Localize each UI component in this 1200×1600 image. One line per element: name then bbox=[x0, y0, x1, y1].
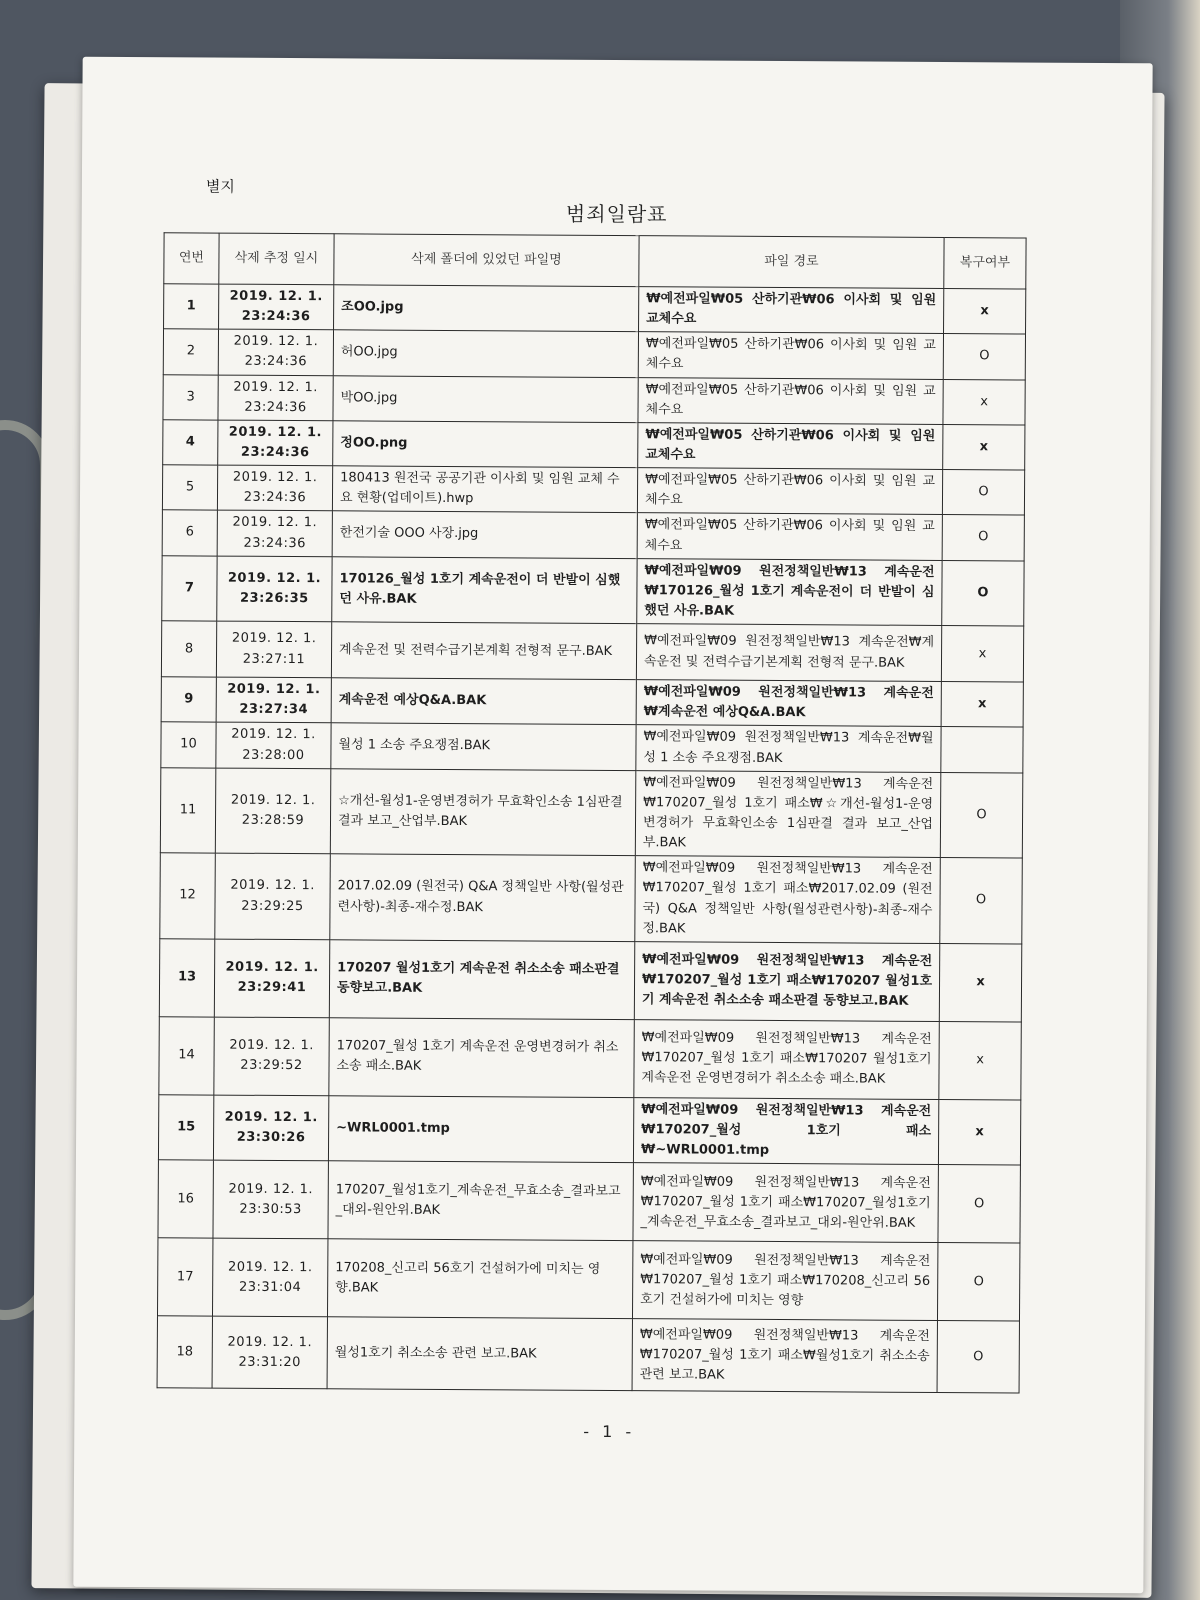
row-file-name: ☆개선-월성1-운영변경허가 무효확인소송 1심판결 결과 보고_산업부.BAK bbox=[330, 768, 636, 855]
header-num: 연번 bbox=[164, 233, 219, 284]
row-file-name: 170208_신고리 56호기 건설허가에 미치는 영향.BAK bbox=[327, 1239, 632, 1319]
row-file-name: 170207 월성1호기 계속운전 취소소송 패소판결 동향보고.BAK bbox=[329, 940, 634, 1020]
table-row bbox=[157, 1238, 1019, 1321]
row-number: 12 bbox=[160, 853, 216, 939]
row-deleted-date: 2019. 12. 1. 23:24:36 bbox=[217, 510, 332, 556]
row-number: 13 bbox=[159, 939, 214, 1017]
row-recovered: O bbox=[940, 858, 1023, 944]
header-recovered: 복구여부 bbox=[944, 238, 1026, 289]
row-file-path: ₩예전파일₩09 원전정책일반₩13 계속운전₩170207_월성 1호기 패소₩☆개선-월성1-운영변경허가 무효확인소송 1심판결 결과 보고_산업부.BAK bbox=[635, 770, 941, 857]
row-deleted-date: 2019. 12. 1. 23:24:36 bbox=[218, 375, 333, 421]
row-file-path: ₩예전파일₩09 원전정책일반₩13 계속운전₩170207_월성 1호기 패소₩170208_신고리 56호기 건설허가에 미치는 영향 bbox=[632, 1241, 937, 1321]
row-file-name: 170207_월성 1호기 계속운전 운영변경허가 취소소송 패소.BAK bbox=[329, 1018, 634, 1098]
row-recovered: x bbox=[941, 682, 1023, 728]
document-page bbox=[73, 57, 1152, 1594]
table-row bbox=[161, 677, 1023, 728]
row-file-name: 월성 1 소송 주요쟁점.BAK bbox=[331, 723, 636, 770]
row-number: 4 bbox=[163, 420, 218, 466]
row-recovered: O bbox=[943, 334, 1025, 380]
row-number: 5 bbox=[162, 465, 217, 511]
row-file-path: ₩예전파일₩09 원전정책일반₩13 계속운전₩월성 1 소송 주요쟁점.BAK bbox=[636, 725, 941, 772]
table-row bbox=[163, 329, 1025, 380]
row-number: 3 bbox=[163, 374, 218, 420]
table-row bbox=[160, 853, 1023, 944]
document-title: 범죄일람표 bbox=[565, 201, 668, 227]
row-number: 9 bbox=[161, 677, 216, 723]
row-deleted-date: 2019. 12. 1. 23:30:26 bbox=[213, 1095, 328, 1161]
row-file-name: ~WRL0001.tmp bbox=[328, 1096, 633, 1163]
row-number: 17 bbox=[157, 1238, 212, 1316]
crime-list-table bbox=[157, 232, 1027, 1393]
row-deleted-date: 2019. 12. 1. 23:24:36 bbox=[217, 465, 332, 511]
row-recovered: x bbox=[943, 424, 1025, 470]
row-deleted-date: 2019. 12. 1. 23:29:41 bbox=[214, 939, 329, 1018]
row-recovered: x bbox=[939, 1021, 1021, 1099]
row-number: 18 bbox=[157, 1316, 212, 1388]
row-file-path: ₩예전파일₩09 원전정책일반₩13 계속운전₩계속운전 예상Q&A.BAK bbox=[636, 680, 941, 727]
row-deleted-date: 2019. 12. 1. 23:24:36 bbox=[218, 420, 333, 466]
row-deleted-date: 2019. 12. 1. 23:27:11 bbox=[216, 621, 331, 678]
row-file-name: 180413 원전국 공공기관 이사회 및 임원 교체 수요 현황(업데이트).hwp bbox=[332, 466, 637, 513]
row-file-name: 2017.02.09 (원전국) Q&A 정책일반 사항(월성관련사항)-최종-재수정.BAK bbox=[330, 854, 636, 941]
row-deleted-date: 2019. 12. 1. 23:31:04 bbox=[212, 1238, 327, 1317]
row-number: 10 bbox=[161, 722, 216, 768]
row-deleted-date: 2019. 12. 1. 23:24:36 bbox=[219, 284, 334, 330]
table-row bbox=[162, 555, 1024, 626]
row-file-name: 월성1호기 취소소송 관련 보고.BAK bbox=[327, 1317, 632, 1391]
row-file-path: ₩예전파일₩05 산하기관₩06 이사회 및 임원 교체수요 bbox=[638, 422, 943, 469]
row-file-name: 계속운전 예상Q&A.BAK bbox=[331, 678, 636, 725]
row-file-name: 170126_월성 1호기 계속운전이 더 반발이 심했던 사유.BAK bbox=[332, 556, 637, 623]
row-file-path: ₩예전파일₩09 원전정책일반₩13 계속운전₩170207_월성 1호기 패소₩2017.02.09 (원전국) Q&A 정책일반 사항(월성관련사항)-최종-재수정.BAK bbox=[635, 856, 941, 943]
row-deleted-date: 2019. 12. 1. 23:26:35 bbox=[217, 556, 332, 622]
header-path: 파일 경로 bbox=[639, 236, 944, 289]
row-file-path: ₩예전파일₩05 산하기관₩06 이사회 및 임원 교체수요 bbox=[637, 513, 942, 560]
header-name: 삭제 폴더에 있었던 파일명 bbox=[334, 234, 639, 287]
row-recovered: O bbox=[942, 560, 1024, 626]
row-recovered: O bbox=[942, 515, 1024, 561]
row-file-name: 정OO.png bbox=[333, 421, 638, 468]
table-row bbox=[159, 1017, 1021, 1100]
row-file-path: ₩예전파일₩05 산하기관₩06 이사회 및 임원 교체수요 bbox=[637, 468, 942, 515]
row-file-name: 조OO.jpg bbox=[334, 285, 639, 332]
row-number: 14 bbox=[159, 1017, 214, 1095]
row-recovered: O bbox=[938, 1165, 1020, 1243]
row-recovered: x bbox=[941, 626, 1023, 682]
row-file-path: ₩예전파일₩05 산하기관₩06 이사회 및 임원 교체수요 bbox=[638, 332, 943, 379]
table-row bbox=[161, 621, 1023, 682]
table-row bbox=[159, 939, 1021, 1022]
row-file-name: 계속운전 및 전력수급기본계획 전형적 문구.BAK bbox=[331, 622, 636, 680]
row-number: 1 bbox=[164, 284, 219, 330]
row-recovered: O bbox=[942, 470, 1024, 516]
side-label: 별지 bbox=[205, 177, 235, 196]
row-deleted-date: 2019. 12. 1. 23:30:53 bbox=[213, 1160, 328, 1239]
row-file-name: 박OO.jpg bbox=[333, 375, 638, 422]
row-recovered: x bbox=[938, 1099, 1020, 1165]
row-number: 16 bbox=[158, 1160, 213, 1238]
table-header-row bbox=[164, 233, 1026, 289]
table-row bbox=[161, 722, 1023, 773]
row-file-path: ₩예전파일₩09 원전정책일반₩13 계속운전₩170207_월성 1호기 패소₩170207 월성1호기 계속운전 운영변경허가 취소소송 패소.BAK bbox=[634, 1019, 939, 1099]
row-file-path: ₩예전파일₩09 원전정책일반₩13 계속운전₩170207_월성 1호기 패소₩월성1호기 취소소송 관련 보고.BAK bbox=[632, 1319, 937, 1393]
table-row bbox=[158, 1160, 1020, 1243]
row-recovered: O bbox=[940, 772, 1023, 858]
row-file-path: ₩예전파일₩09 원전정책일반₩13 계속운전₩170207_월성 1호기 패소₩~WRL0001.tmp bbox=[633, 1097, 938, 1164]
row-recovered: x bbox=[939, 943, 1021, 1021]
row-deleted-date: 2019. 12. 1. 23:31:20 bbox=[212, 1316, 327, 1389]
row-deleted-date: 2019. 12. 1. 23:27:34 bbox=[216, 677, 331, 723]
row-deleted-date: 2019. 12. 1. 23:24:36 bbox=[218, 329, 333, 375]
row-recovered: O bbox=[937, 1243, 1019, 1321]
row-file-path: ₩예전파일₩05 산하기관₩06 이사회 및 임원 교체수요 bbox=[638, 377, 943, 424]
table-row bbox=[163, 420, 1025, 471]
row-deleted-date: 2019. 12. 1. 23:29:25 bbox=[215, 853, 331, 939]
table-body bbox=[157, 284, 1026, 1393]
table-row bbox=[157, 1316, 1019, 1393]
row-file-path: ₩예전파일₩09 원전정책일반₩13 계속운전₩계속운전 및 전력수급기본계획 전형적 문구.BAK bbox=[636, 624, 941, 682]
row-recovered: O bbox=[937, 1321, 1019, 1393]
row-file-path: ₩예전파일₩09 원전정책일반₩13 계속운전₩170207_월성 1호기 패소₩170207 월성1호기 계속운전 취소소송 패소판결 동향보고.BAK bbox=[634, 941, 939, 1021]
row-number: 2 bbox=[163, 329, 218, 375]
row-file-name: 한전기술 OOO 사장.jpg bbox=[332, 511, 637, 558]
row-number: 7 bbox=[162, 555, 217, 621]
table-row bbox=[163, 374, 1025, 425]
row-number: 6 bbox=[162, 510, 217, 556]
row-number: 11 bbox=[160, 767, 216, 853]
row-recovered: x bbox=[944, 289, 1026, 335]
row-number: 8 bbox=[161, 621, 216, 677]
page-number: - 1 - bbox=[583, 1421, 636, 1442]
row-number: 15 bbox=[158, 1095, 213, 1161]
row-deleted-date: 2019. 12. 1. 23:28:00 bbox=[216, 722, 331, 768]
row-file-path: ₩예전파일₩09 원전정책일반₩13 계속운전₩170207_월성 1호기 패소₩170207_월성1호기_계속운전_무효소송_결과보고_대외-원안위.BAK bbox=[633, 1163, 938, 1243]
row-file-path: ₩예전파일₩05 산하기관₩06 이사회 및 임원 교체수요 bbox=[639, 287, 944, 334]
row-file-name: 170207_월성1호기_계속운전_무효소송_결과보고_대외-원안위.BAK bbox=[328, 1161, 633, 1241]
table-row bbox=[164, 284, 1026, 335]
table-row bbox=[158, 1095, 1020, 1166]
table-row bbox=[162, 510, 1024, 561]
row-file-name: 허OO.jpg bbox=[333, 330, 638, 377]
row-deleted-date: 2019. 12. 1. 23:29:52 bbox=[214, 1017, 329, 1096]
row-file-path: ₩예전파일₩09 원전정책일반₩13 계속운전₩170126_월성 1호기 계속운전이 더 반발이 심했던 사유.BAK bbox=[637, 558, 942, 625]
row-deleted-date: 2019. 12. 1. 23:28:59 bbox=[215, 768, 331, 854]
table-row bbox=[160, 767, 1023, 858]
row-recovered bbox=[941, 727, 1023, 773]
table-row bbox=[162, 465, 1024, 516]
row-recovered: x bbox=[943, 379, 1025, 425]
header-date: 삭제 추정 일시 bbox=[219, 233, 334, 285]
